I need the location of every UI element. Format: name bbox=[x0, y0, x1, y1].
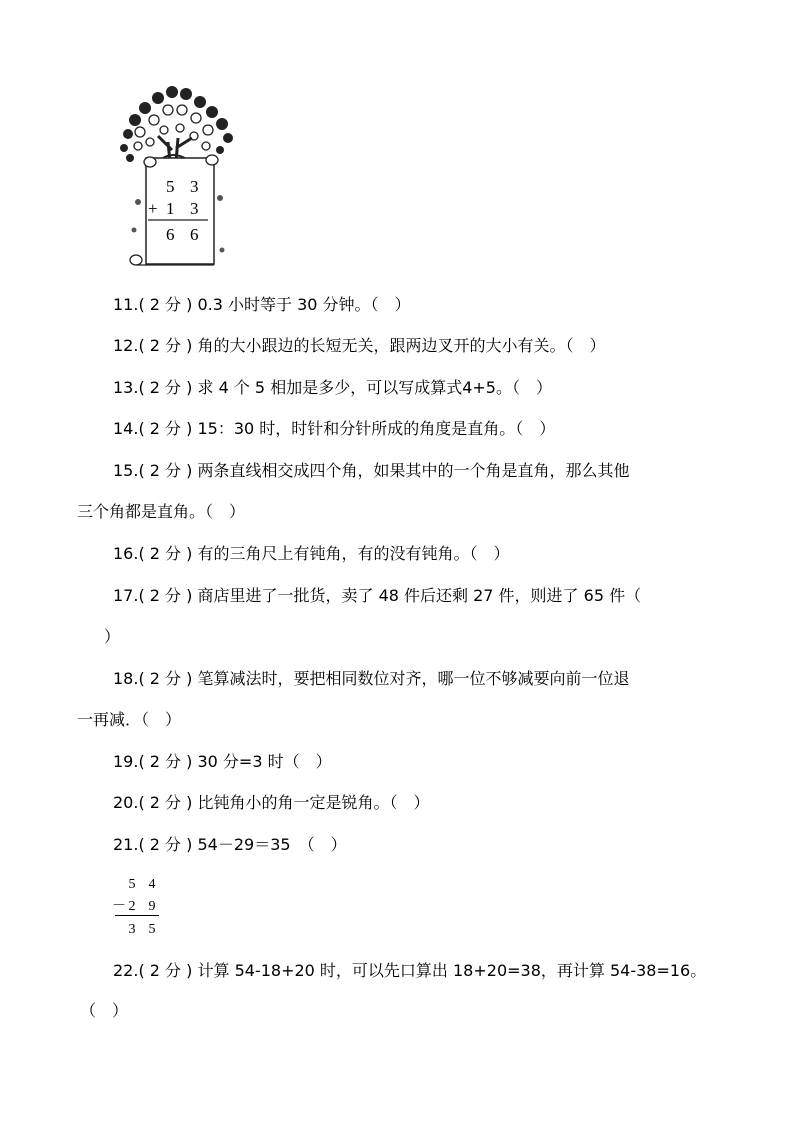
question-number: 13. bbox=[113, 378, 139, 397]
question-score: ( 2 分 ) bbox=[138, 669, 193, 688]
question-text: 54－29＝35 （ ） bbox=[197, 835, 347, 854]
difference-digit-tens: 3 bbox=[128, 922, 136, 937]
question-text: 商店里进了一批货，卖了 48 件后还剩 27 件，则进了 65 件（ bbox=[197, 586, 642, 605]
question-score: ( 2 分 ) bbox=[138, 378, 193, 397]
question-text: 30 分=3 时（ ） bbox=[197, 752, 332, 771]
question-number: 22. bbox=[113, 961, 139, 980]
calc-divider-line bbox=[115, 915, 159, 916]
tree-scroll-illustration bbox=[110, 80, 240, 270]
plus-sign: + bbox=[148, 199, 158, 218]
question-score: ( 2 分 ) bbox=[138, 295, 193, 314]
question-score: ( 2 分 ) bbox=[138, 544, 193, 563]
question-score: ( 2 分 ) bbox=[138, 835, 193, 854]
question-score: ( 2 分 ) bbox=[138, 419, 193, 438]
addend1-digit-ones: 3 bbox=[190, 177, 199, 196]
question-number: 18. bbox=[113, 669, 139, 688]
question-text: 有的三角尺上有钝角，有的没有钝角。（ ） bbox=[197, 544, 510, 563]
question-score: ( 2 分 ) bbox=[138, 752, 193, 771]
addend2-digit-ones: 3 bbox=[190, 199, 199, 218]
addend2-digit-tens: 1 bbox=[166, 199, 175, 218]
question-score: ( 2 分 ) bbox=[138, 586, 193, 605]
minus-sign: － bbox=[112, 899, 126, 914]
question-22-continuation: （ ） bbox=[80, 1001, 129, 1020]
question-17-continuation: ） bbox=[104, 627, 121, 646]
question-number: 17. bbox=[113, 586, 139, 605]
question-number: 20. bbox=[113, 793, 139, 812]
question-number: 15. bbox=[113, 461, 139, 480]
sum-digit-tens: 6 bbox=[166, 225, 175, 244]
question-15 bbox=[113, 460, 630, 482]
question-number: 14. bbox=[113, 419, 139, 438]
subtrahend-digit-ones: 9 bbox=[148, 899, 156, 914]
subtrahend-digit-tens: 2 bbox=[128, 899, 136, 914]
difference-digit-ones: 5 bbox=[148, 922, 156, 937]
question-text: 15：30 时，时针和分针所成的角度是直角。（ ） bbox=[197, 419, 556, 438]
question-20 bbox=[113, 792, 430, 814]
question-21 bbox=[113, 834, 347, 856]
question-16 bbox=[113, 543, 510, 565]
question-score: ( 2 分 ) bbox=[138, 961, 193, 980]
question-text: 角的大小跟边的长短无关，跟两边叉开的大小有关。（ ） bbox=[197, 336, 606, 355]
sum-digit-ones: 6 bbox=[190, 225, 199, 244]
question-15-continuation: 三个角都是直角。（ ） bbox=[77, 502, 246, 521]
question-17 bbox=[113, 585, 641, 607]
question-text: 求 4 个 5 相加是多少，可以写成算式4+5。（ ） bbox=[197, 378, 552, 397]
question-score: ( 2 分 ) bbox=[138, 793, 193, 812]
question-number: 16. bbox=[113, 544, 139, 563]
question-text: 两条直线相交成四个角，如果其中的一个角是直角，那么其他 bbox=[197, 461, 630, 480]
question-text: 0.3 小时等于 30 分钟。（ ） bbox=[197, 295, 411, 314]
minuend-digit-ones: 4 bbox=[148, 877, 156, 892]
minuend-digit-tens: 5 bbox=[128, 877, 136, 892]
question-18-continuation: 一再减．（ ） bbox=[77, 710, 182, 729]
question-13 bbox=[113, 377, 552, 399]
question-number: 11. bbox=[113, 295, 139, 314]
question-number: 12. bbox=[113, 336, 139, 355]
question-12 bbox=[113, 335, 606, 357]
vertical-subtraction bbox=[112, 875, 164, 941]
addend1-digit-tens: 5 bbox=[166, 177, 175, 196]
question-text: 计算 54-18+20 时，可以先口算出 18+20=38，再计算 54-38=16。 bbox=[197, 961, 707, 980]
question-11 bbox=[113, 294, 411, 316]
question-number: 19. bbox=[113, 752, 139, 771]
question-score: ( 2 分 ) bbox=[138, 461, 193, 480]
question-22 bbox=[113, 960, 706, 982]
question-18 bbox=[113, 668, 630, 690]
question-score: ( 2 分 ) bbox=[138, 336, 193, 355]
question-number: 21. bbox=[113, 835, 139, 854]
question-text: 比钝角小的角一定是锐角。（ ） bbox=[197, 793, 430, 812]
question-14 bbox=[113, 418, 555, 440]
question-19 bbox=[113, 751, 332, 773]
question-text: 笔算减法时，要把相同数位对齐，哪一位不够减要向前一位退 bbox=[197, 669, 630, 688]
